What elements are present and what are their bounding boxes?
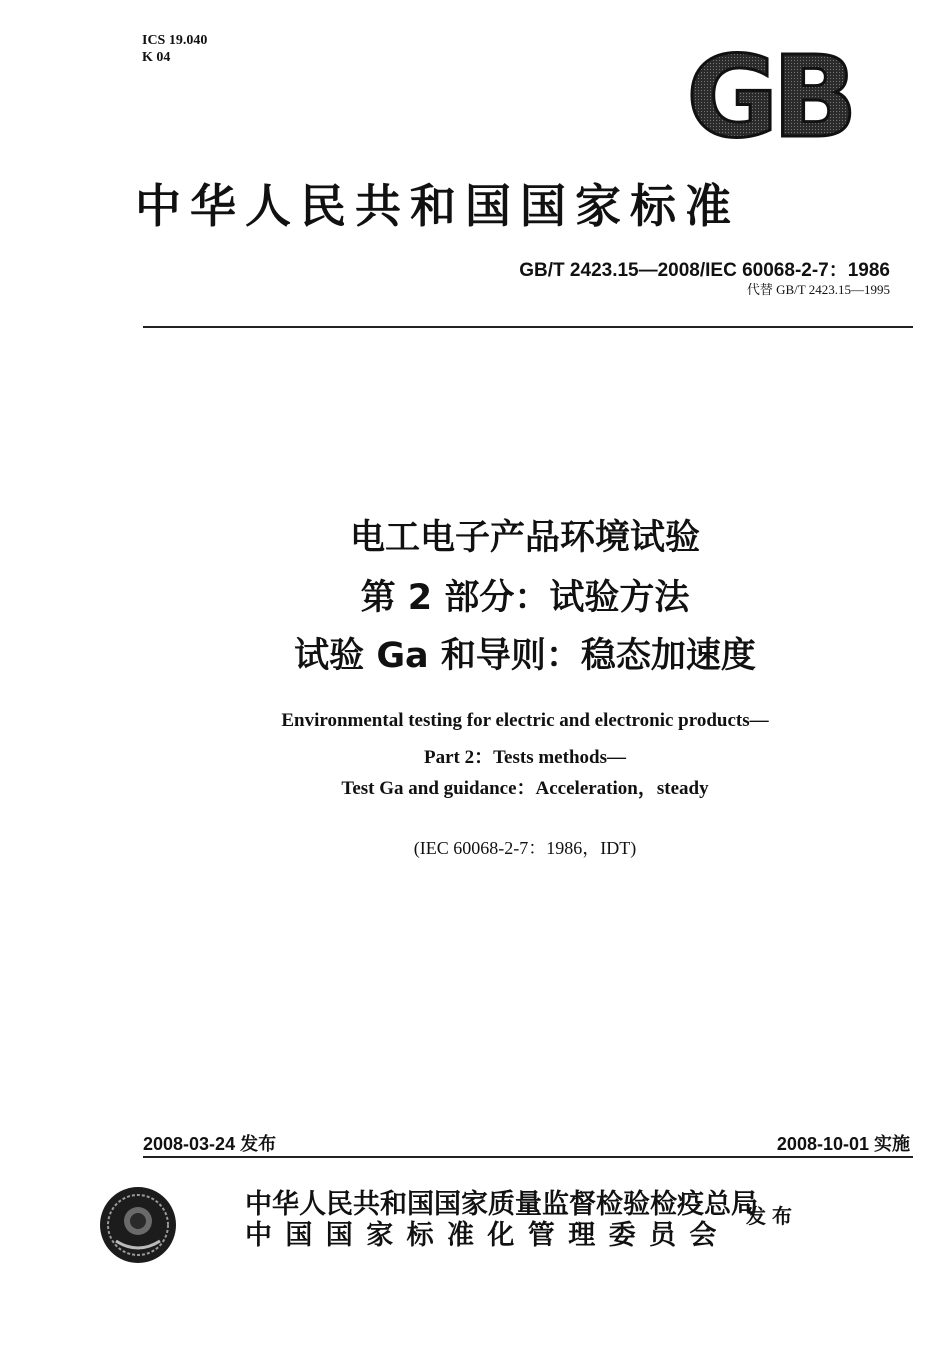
effective-date: 2008-10-01 实施 (776, 1134, 910, 1154)
gb-logo-icon (676, 44, 862, 148)
replaces-standard: 代替 GB/T 2423.15—1995 (746, 282, 890, 297)
issue-label: 发布 (746, 1204, 798, 1228)
title-cn-line3: 试验 Ga 和导则：稳态加速度 (294, 636, 756, 676)
standard-number: GB/T 2423.15—2008/IEC 60068-2-7：1986 (519, 260, 890, 281)
national-standard-title: 中华人民共和国国家标准 (135, 179, 740, 233)
title-en-line3: Test Ga and guidance：Acceleration，steady (341, 778, 709, 799)
title-en-line1: Environmental testing for electric and electronic products— (281, 710, 769, 731)
issuer-line1: 中华人民共和国国家质量监督检验检疫总局 (245, 1189, 758, 1220)
title-cn-line1: 电工电子产品环境试验 (349, 518, 700, 558)
issuer-line2: 中 国 国 家 标 准 化 管 理 委 员 会 (245, 1220, 719, 1251)
footer-divider (143, 1156, 913, 1158)
header-divider (143, 326, 913, 328)
ics-code: ICS 19.040 (142, 33, 208, 48)
svg-text:GB: GB (686, 44, 852, 148)
title-en-line2: Part 2：Tests methods— (424, 747, 626, 768)
issuer-seal-icon (98, 1185, 178, 1265)
category-code: K 04 (142, 50, 171, 65)
title-cn-line2: 第 2 部分：试验方法 (360, 578, 690, 618)
equivalence-note: (IEC 60068-2-7：1986，IDT) (413, 838, 637, 858)
classification-codes (142, 32, 207, 66)
publish-date: 2008-03-24 发布 (143, 1134, 277, 1154)
